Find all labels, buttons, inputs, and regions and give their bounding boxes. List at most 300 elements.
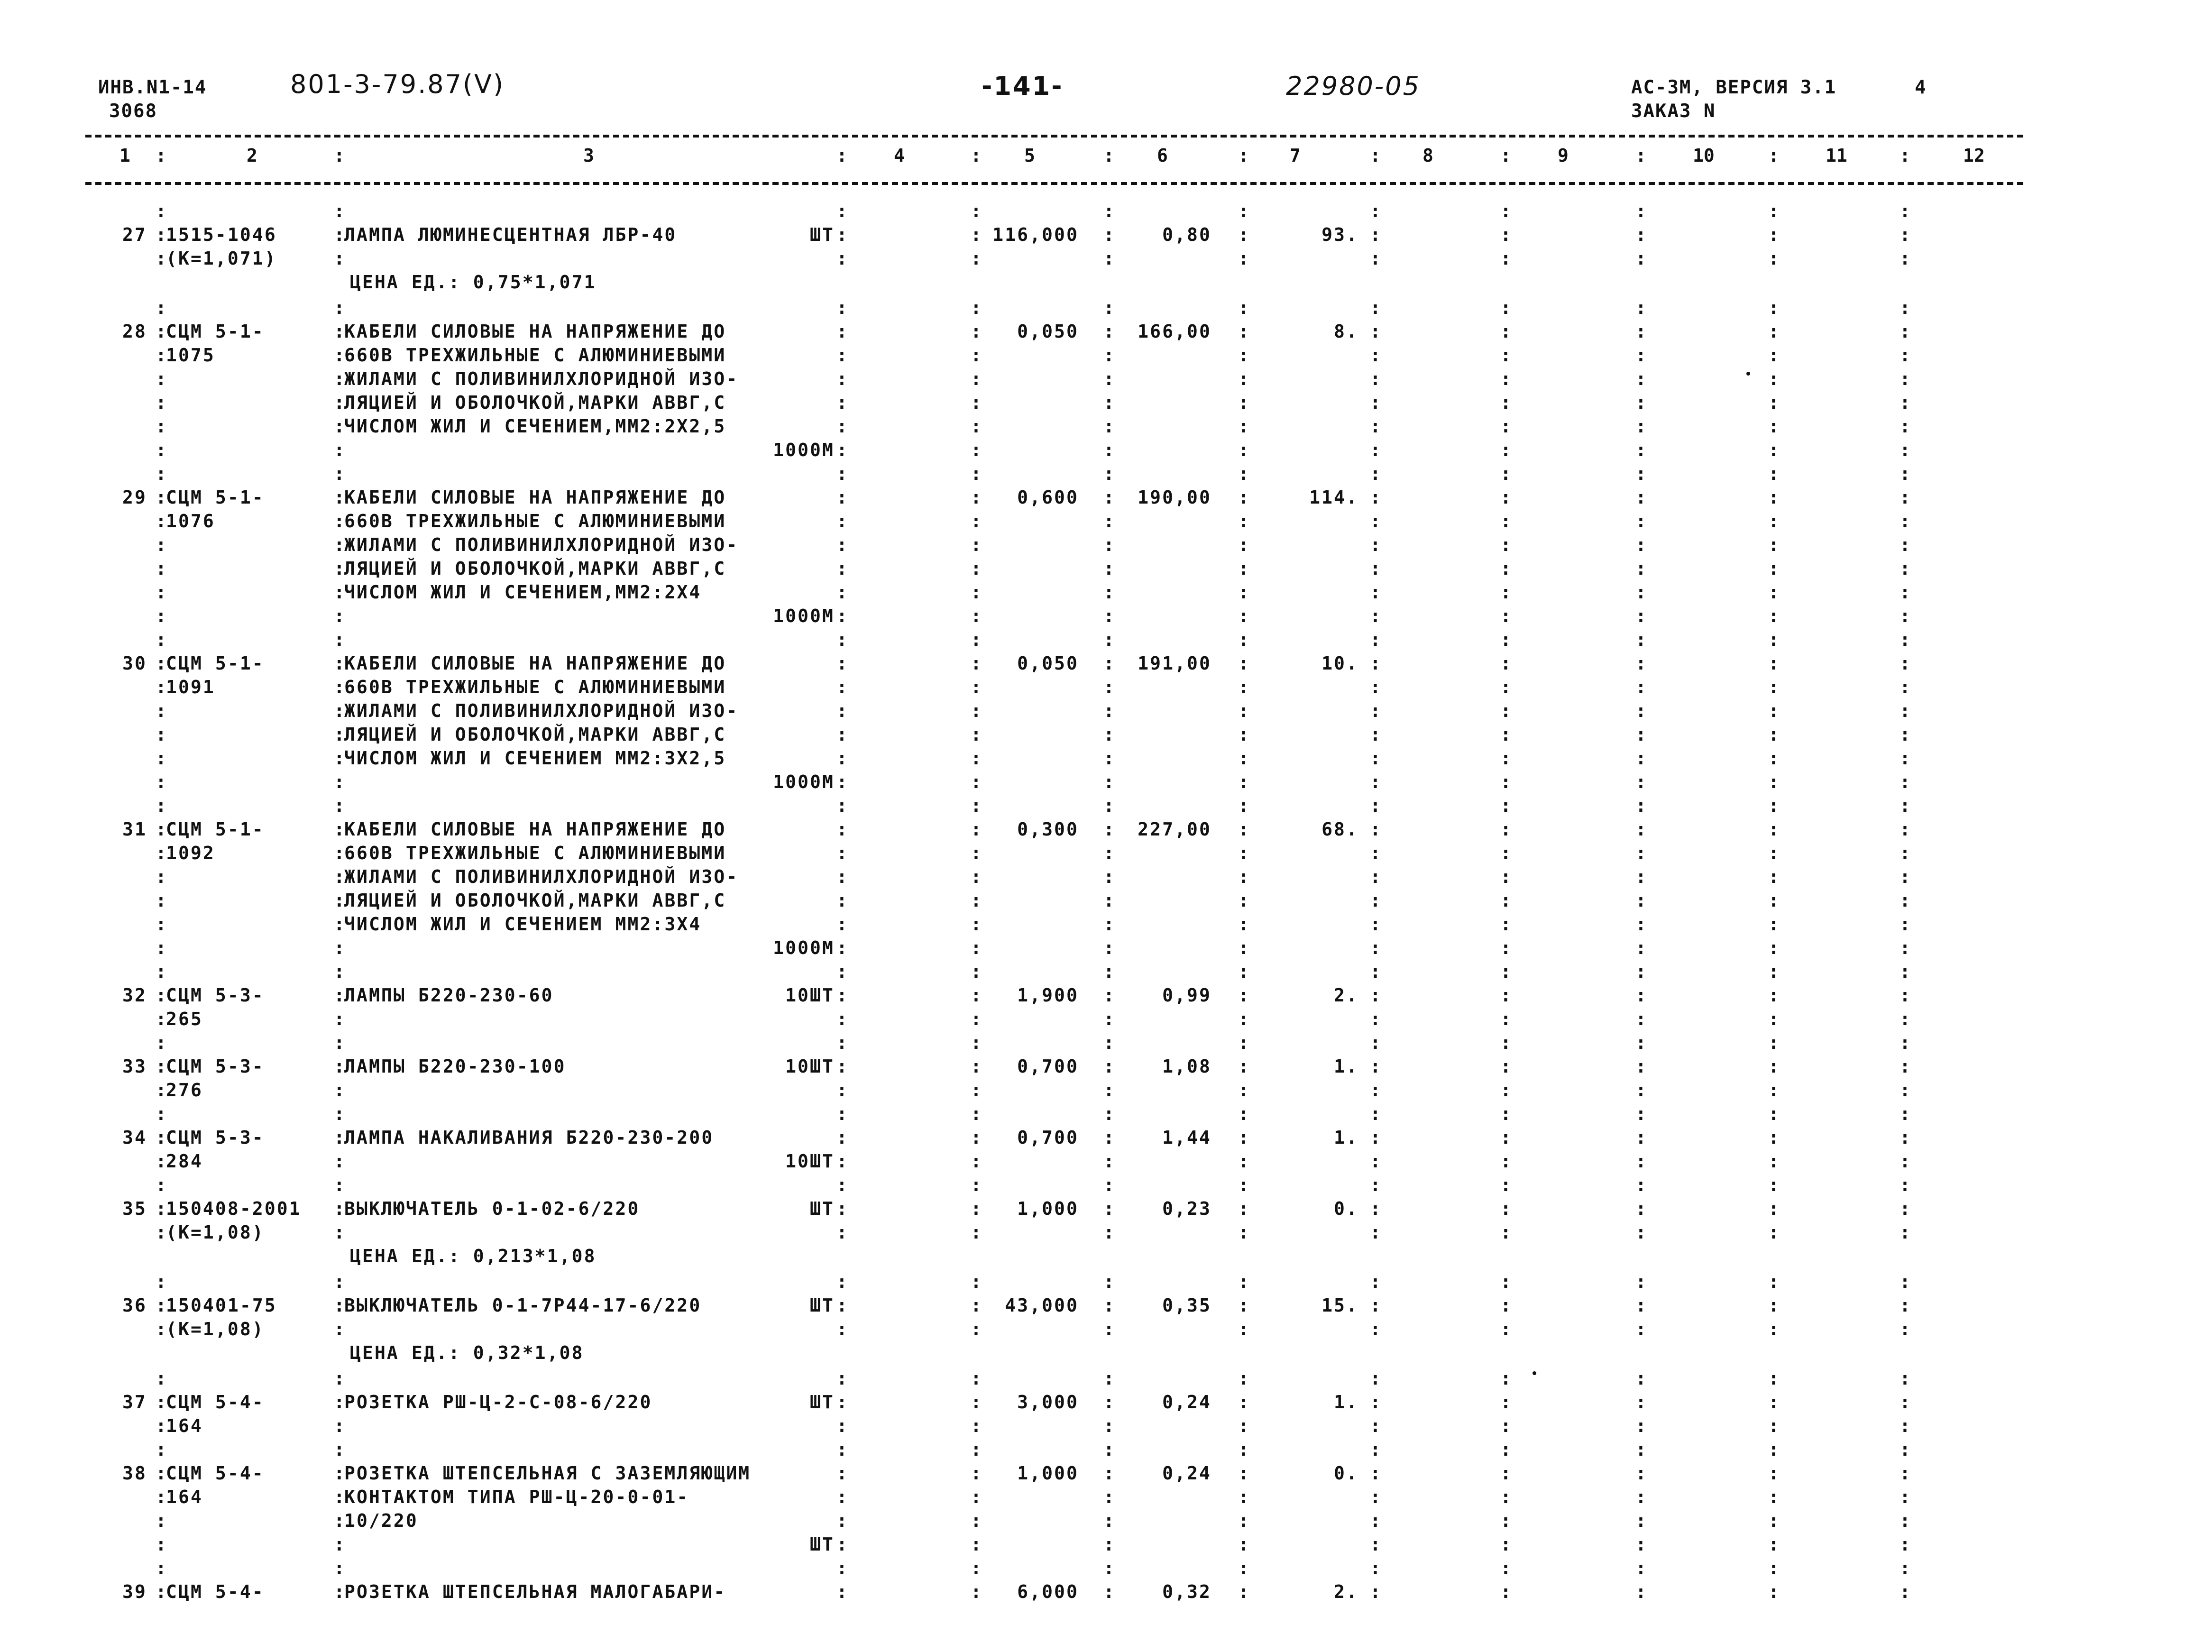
cell-divider: :: [1238, 819, 1249, 840]
cell-divider: :: [1768, 1056, 1779, 1077]
cell-divider: :: [1635, 890, 1646, 911]
cell-divider: :: [1370, 1009, 1381, 1029]
cell-divider: :: [1238, 985, 1249, 1006]
cell-divider: :: [1900, 1222, 1910, 1243]
cell-divider: :: [836, 914, 847, 935]
cell-divider: :: [1635, 1175, 1646, 1195]
cell-divider: :: [971, 985, 982, 1006]
cell-divider: :: [334, 1558, 345, 1579]
cell-divider: :: [1370, 771, 1381, 792]
cell-divider: :: [1238, 1080, 1249, 1101]
cell-divider: :: [836, 463, 847, 484]
cell-divider: :: [1900, 1534, 1910, 1555]
cell-divider: :: [1900, 1127, 1910, 1148]
cell-divider: :: [334, 1175, 345, 1195]
cell-divider: :: [1768, 606, 1779, 626]
description-line: ЛАМПА ЛЮМИНЕСЦЕНТНАЯ ЛБР-40: [344, 224, 677, 245]
cell-divider: :: [1900, 1415, 1910, 1436]
table-line: [0, 462, 2212, 486]
cell-divider: :: [1900, 937, 1910, 958]
cell-divider: :: [1635, 1151, 1646, 1172]
total-cost-cell: 2.: [1334, 985, 1358, 1006]
cell-divider: :: [971, 345, 982, 366]
cell-divider: :: [1238, 937, 1249, 958]
cell-divider: :: [836, 1510, 847, 1531]
table-line: [0, 199, 2212, 223]
cell-divider: :: [971, 321, 982, 342]
cell-divider: :: [1768, 1487, 1779, 1507]
cell-divider: :: [1103, 1439, 1114, 1460]
table-line: [0, 841, 2212, 865]
cell-divider: :: [1103, 1080, 1114, 1101]
cell-divider: :: [1768, 819, 1779, 840]
cell-divider: :: [1500, 1295, 1511, 1316]
table-line: [0, 1173, 2212, 1197]
cell-divider: :: [1500, 1463, 1511, 1484]
cell-divider: :: [1900, 890, 1910, 911]
cell-divider: :: [1370, 224, 1381, 245]
cell-divider: :: [1635, 511, 1646, 532]
cell-divider: :: [1238, 700, 1249, 721]
price-note-line: [0, 270, 2212, 294]
cell-divider: :: [156, 961, 166, 982]
cell-divider: :: [1500, 1510, 1511, 1531]
cell-divider: :: [836, 1127, 847, 1148]
cell-divider: :: [1238, 1103, 1249, 1124]
cell-divider: :: [1238, 1319, 1249, 1340]
cell-divider: :: [334, 1198, 345, 1219]
cell-divider: :: [1370, 201, 1381, 221]
cell-divider: :: [1768, 463, 1779, 484]
cell-divider: :: [1103, 463, 1114, 484]
cell-divider: :: [334, 700, 345, 721]
cell-divider: :: [1238, 440, 1249, 460]
cell-divider: :: [1635, 1510, 1646, 1531]
cell-divider: :: [334, 1487, 345, 1507]
cell-divider: :: [156, 1415, 166, 1436]
cell-divider: :: [1103, 1558, 1114, 1579]
cell-divider: :: [1635, 1558, 1646, 1579]
cell-divider: :: [1900, 511, 1910, 532]
total-cost-cell: 0.: [1334, 1463, 1358, 1484]
cell-divider: :: [1238, 1510, 1249, 1531]
cell-divider: :: [1900, 629, 1910, 650]
cell-divider: :: [1500, 1392, 1511, 1413]
price-note-line: [0, 1244, 2212, 1268]
cell-divider: :: [334, 1463, 345, 1484]
description-line: КАБЕЛИ СИЛОВЫЕ НА НАПРЯЖЕНИЕ ДО: [344, 819, 726, 840]
cell-divider: :: [836, 297, 847, 318]
cell-divider: :: [334, 201, 345, 221]
cell-divider: :: [1238, 487, 1249, 508]
cell-divider: :: [1370, 1056, 1381, 1077]
cell-divider: :: [1370, 511, 1381, 532]
entry-number: 36: [122, 1295, 147, 1316]
table-line: [0, 1533, 2212, 1556]
cell-divider: :: [1103, 1127, 1114, 1148]
cell-divider: :: [156, 890, 166, 911]
cell-divider: :: [1370, 1558, 1381, 1579]
cell-divider: :: [1238, 1127, 1249, 1148]
cell-divider: :: [1635, 985, 1646, 1006]
cell-divider: :: [1635, 582, 1646, 603]
table-line: [0, 1126, 2212, 1149]
column-number: 11: [1826, 145, 1847, 166]
cell-divider: :: [156, 201, 166, 221]
cell-divider: :: [334, 890, 345, 911]
cell-divider: :: [1500, 558, 1511, 579]
cell-divider: :: [1500, 866, 1511, 887]
cell-divider: :: [1900, 795, 1910, 816]
unit-of-measure: ШТ: [810, 1295, 835, 1316]
cell-divider: :: [1500, 771, 1511, 792]
cell-divider: :: [1370, 700, 1381, 721]
table-line: [0, 247, 2212, 270]
cell-divider: :: [1900, 843, 1910, 863]
cell-divider: :: [1768, 558, 1779, 579]
cell-divider: :: [1103, 1510, 1114, 1531]
cell-divider: :: [1635, 1487, 1646, 1507]
cell-divider: :: [334, 440, 345, 460]
cell-divider: :: [1500, 1009, 1511, 1029]
cell-divider: :: [1900, 1175, 1910, 1195]
cell-divider: :: [1103, 1581, 1114, 1602]
cell-divider: :: [836, 511, 847, 532]
cell-divider: :: [1635, 487, 1646, 508]
cell-divider: :: [836, 248, 847, 269]
cell-divider: :: [836, 1415, 847, 1436]
cell-divider: :: [1635, 1103, 1646, 1124]
table-line: [0, 1509, 2212, 1533]
cell-divider: :: [836, 1080, 847, 1101]
cell-divider: :: [1635, 201, 1646, 221]
cell-divider: :: [1900, 1151, 1910, 1172]
resource-code: 150408-2001: [166, 1198, 302, 1219]
cell-divider: :: [334, 961, 345, 982]
unit-price-cell: 191,00: [1138, 653, 1212, 674]
cell-divider: :: [971, 440, 982, 460]
cell-divider: :: [1900, 1271, 1910, 1292]
cell-divider: :: [156, 1392, 166, 1413]
resource-code: 1092: [166, 843, 215, 863]
cell-divider: :: [1768, 700, 1779, 721]
cell-divider: :: [1103, 1534, 1114, 1555]
cell-divider: :: [1635, 1463, 1646, 1484]
cell-divider: :: [971, 795, 982, 816]
cell-divider: :: [334, 1368, 345, 1389]
cell-divider: :: [1370, 1368, 1381, 1389]
cell-divider: :: [1238, 724, 1249, 745]
cell-divider: :: [1900, 558, 1910, 579]
cell-divider: :: [1103, 985, 1114, 1006]
cell-divider: :: [1635, 866, 1646, 887]
table-line: [0, 580, 2212, 604]
cell-divider: :: [1635, 345, 1646, 366]
unit-price-cell: 0,23: [1162, 1198, 1212, 1219]
cell-divider: :: [1500, 1175, 1511, 1195]
cell-divider: :: [1238, 368, 1249, 389]
cell-divider: :: [156, 819, 166, 840]
cell-divider: :: [1103, 653, 1114, 674]
cell-divider: :: [334, 1271, 345, 1292]
cell-divider: :: [334, 487, 345, 508]
entry-number: 33: [122, 1056, 147, 1077]
cell-divider: :: [1900, 700, 1910, 721]
table-line: [0, 296, 2212, 320]
cell-divider: :: [1500, 819, 1511, 840]
cell-divider: :: [156, 1271, 166, 1292]
cell-divider: :: [334, 1009, 345, 1029]
cell-divider: :: [971, 1439, 982, 1460]
cell-divider: :: [971, 1510, 982, 1531]
cell-divider: :: [836, 677, 847, 698]
cell-divider: :: [836, 1032, 847, 1053]
cell-divider: :: [1635, 819, 1646, 840]
cell-divider: :: [334, 1056, 345, 1077]
description-line: ЖИЛАМИ С ПОЛИВИНИЛХЛОРИДНОЙ ИЗО-: [344, 534, 739, 555]
cell-divider: :: [156, 724, 166, 745]
cell-divider: :: [836, 866, 847, 887]
cell-divider: :: [1500, 937, 1511, 958]
unit-price-cell: 0,99: [1162, 985, 1212, 1006]
cell-divider: :: [971, 1032, 982, 1053]
table-line: [0, 533, 2212, 557]
cell-divider: :: [1238, 1415, 1249, 1436]
column-number: 12: [1963, 145, 1985, 166]
cell-divider: :: [1370, 1392, 1381, 1413]
cell-divider: :: [1768, 1103, 1779, 1124]
cell-divider: :: [156, 1319, 166, 1340]
cell-divider: :: [1370, 1271, 1381, 1292]
resource-code: СЦМ 5-3-: [166, 1056, 265, 1077]
cell-divider: :: [334, 1581, 345, 1602]
cell-divider: :: [1500, 392, 1511, 413]
cell-divider: :: [1238, 297, 1249, 318]
resource-code: СЦМ 5-1-: [166, 321, 265, 342]
cell-divider: :: [1238, 201, 1249, 221]
cell-divider: :: [334, 511, 345, 532]
cell-divider: :: [1103, 819, 1114, 840]
cell-divider: :: [334, 1439, 345, 1460]
cell-divider: :: [334, 866, 345, 887]
table-line: [0, 557, 2212, 580]
cell-divider: :: [334, 558, 345, 579]
cell-divider: :: [836, 819, 847, 840]
cell-divider: :: [1900, 1080, 1910, 1101]
cell-divider: :: [971, 771, 982, 792]
cell-divider: :: [334, 1103, 345, 1124]
cell-divider: :: [1635, 224, 1646, 245]
cell-divider: :: [1635, 724, 1646, 745]
cell-divider: :: [1768, 866, 1779, 887]
cell-divider: :: [1103, 1463, 1114, 1484]
cell-divider: :: [1238, 1558, 1249, 1579]
cell-divider: :: [1768, 843, 1779, 863]
cell-divider: :: [836, 1439, 847, 1460]
cell-divider: :: [1103, 321, 1114, 342]
cell-divider: :: [1370, 606, 1381, 626]
cell-divider: :: [156, 1534, 166, 1555]
cell-divider: :: [1238, 1032, 1249, 1053]
cell-divider: :: [156, 248, 166, 269]
cell-divider: :: [1103, 866, 1114, 887]
cell-divider: :: [156, 700, 166, 721]
cell-divider: :: [156, 1510, 166, 1531]
resource-code: (K=1,08): [166, 1222, 265, 1243]
cell-divider: :: [1500, 700, 1511, 721]
resource-code: СЦМ 5-3-: [166, 985, 265, 1006]
cell-divider: :: [971, 1080, 982, 1101]
cell-divider: :: [1768, 534, 1779, 555]
cell-divider: :: [1635, 1271, 1646, 1292]
cell-divider: :: [1103, 392, 1114, 413]
cell-divider: :: [1768, 487, 1779, 508]
column-number: 3: [583, 145, 594, 166]
cell-divider: :: [1238, 1487, 1249, 1507]
cell-divider: :: [334, 937, 345, 958]
table-line: [0, 320, 2212, 343]
cell-divider: :: [1900, 985, 1910, 1006]
cell-divider: :: [1238, 345, 1249, 366]
table-line: [0, 1461, 2212, 1485]
cell-divider: :: [1500, 748, 1511, 769]
cell-divider: :: [1635, 321, 1646, 342]
resource-code: 150401-75: [166, 1295, 277, 1316]
cell-divider: :: [1238, 1368, 1249, 1389]
cell-divider: :: [1103, 1151, 1114, 1172]
unit-price-cell: 166,00: [1138, 321, 1212, 342]
cell-divider: :: [1900, 463, 1910, 484]
cell-divider: :: [1103, 1198, 1114, 1219]
cell-divider: :: [1768, 440, 1779, 460]
table-line: [0, 936, 2212, 960]
cell-divider: :: [1500, 1368, 1511, 1389]
entry-number: 35: [122, 1198, 147, 1219]
cell-divider: :: [1635, 1392, 1646, 1413]
cell-divider: :: [836, 487, 847, 508]
cell-divider: :: [1370, 1415, 1381, 1436]
cell-divider: :: [334, 321, 345, 342]
cell-divider: :: [334, 463, 345, 484]
cell-divider: :: [1635, 914, 1646, 935]
cell-divider: :: [1238, 843, 1249, 863]
cell-divider: :: [971, 534, 982, 555]
cell-divider: :: [1768, 1558, 1779, 1579]
cell-divider: :: [156, 771, 166, 792]
cell-divider: :: [971, 1487, 982, 1507]
column-separator: :: [1500, 145, 1511, 166]
cell-divider: :: [1500, 629, 1511, 650]
entry-number: 27: [122, 224, 147, 245]
cell-divider: :: [156, 629, 166, 650]
table-line: [0, 675, 2212, 699]
print-speck: [1533, 1371, 1536, 1375]
cell-divider: :: [334, 1510, 345, 1531]
unit-price-cell: 190,00: [1138, 487, 1212, 508]
description-line: 660В ТРЕХЖИЛЬНЫЕ С АЛЮМИНИЕВЫМИ: [344, 345, 726, 366]
cell-divider: :: [1370, 368, 1381, 389]
unit-price-cell: 1,08: [1162, 1056, 1212, 1077]
cell-divider: :: [334, 771, 345, 792]
cell-divider: :: [1103, 677, 1114, 698]
description-line: КАБЕЛИ СИЛОВЫЕ НА НАПРЯЖЕНИЕ ДО: [344, 653, 726, 674]
unit-price-cell: 0,80: [1162, 224, 1212, 245]
unit-price-note: ЦЕНА ЕД.: 0,32*1,08: [350, 1342, 584, 1363]
cell-divider: :: [1900, 416, 1910, 437]
cell-divider: :: [836, 1319, 847, 1340]
cell-divider: :: [1370, 843, 1381, 863]
cell-divider: :: [1900, 345, 1910, 366]
cell-divider: :: [1900, 606, 1910, 626]
cell-divider: :: [334, 843, 345, 863]
cell-divider: :: [334, 677, 345, 698]
order-label: ЗАКАЗ N: [1631, 101, 1716, 122]
cell-divider: :: [1635, 677, 1646, 698]
table-line: [0, 1438, 2212, 1461]
cell-divider: :: [1370, 1103, 1381, 1124]
description-line: ЧИСЛОМ ЖИЛ И СЕЧЕНИЕМ ММ2:3X4: [344, 914, 702, 935]
cell-divider: :: [1103, 416, 1114, 437]
entry-number: 32: [122, 985, 147, 1006]
cell-divider: :: [1500, 1439, 1511, 1460]
description-line: 660В ТРЕХЖИЛЬНЫЕ С АЛЮМИНИЕВЫМИ: [344, 677, 726, 698]
cell-divider: :: [971, 1009, 982, 1029]
cell-divider: :: [1500, 961, 1511, 982]
cell-divider: :: [156, 1103, 166, 1124]
cell-divider: :: [1635, 392, 1646, 413]
cell-divider: :: [156, 224, 166, 245]
cell-divider: :: [1768, 795, 1779, 816]
cell-divider: :: [156, 582, 166, 603]
cell-divider: :: [1635, 368, 1646, 389]
cell-divider: :: [334, 1392, 345, 1413]
description-line: КАБЕЛИ СИЛОВЫЕ НА НАПРЯЖЕНИЕ ДО: [344, 487, 726, 508]
cell-divider: :: [1103, 1271, 1114, 1292]
cell-divider: :: [1768, 890, 1779, 911]
cell-divider: :: [1238, 582, 1249, 603]
cell-divider: :: [156, 1558, 166, 1579]
column-separator: :: [1635, 145, 1646, 166]
cell-divider: :: [1768, 1463, 1779, 1484]
cell-divider: :: [156, 534, 166, 555]
cell-divider: :: [1238, 629, 1249, 650]
cell-divider: :: [1768, 416, 1779, 437]
cell-divider: :: [971, 724, 982, 745]
table-line: [0, 438, 2212, 462]
table-line: [0, 367, 2212, 391]
cell-divider: :: [836, 653, 847, 674]
cell-divider: :: [1103, 961, 1114, 982]
column-number: 5: [1024, 145, 1035, 166]
cell-divider: :: [334, 1127, 345, 1148]
cell-divider: :: [1900, 724, 1910, 745]
description-line: КАБЕЛИ СИЛОВЫЕ НА НАПРЯЖЕНИЕ ДО: [344, 321, 726, 342]
cell-divider: :: [1103, 700, 1114, 721]
cell-divider: :: [334, 1295, 345, 1316]
table-line: [0, 960, 2212, 983]
cell-divider: :: [1238, 511, 1249, 532]
cell-divider: :: [1635, 1032, 1646, 1053]
cell-divider: :: [156, 297, 166, 318]
quantity-cell: 0,300: [1017, 819, 1079, 840]
cell-divider: :: [1103, 248, 1114, 269]
cell-divider: :: [1370, 724, 1381, 745]
cell-divider: :: [1238, 248, 1249, 269]
cell-divider: :: [1635, 961, 1646, 982]
table-line: [0, 983, 2212, 1007]
resource-code: (K=1,071): [166, 248, 277, 269]
cell-divider: :: [1103, 1392, 1114, 1413]
